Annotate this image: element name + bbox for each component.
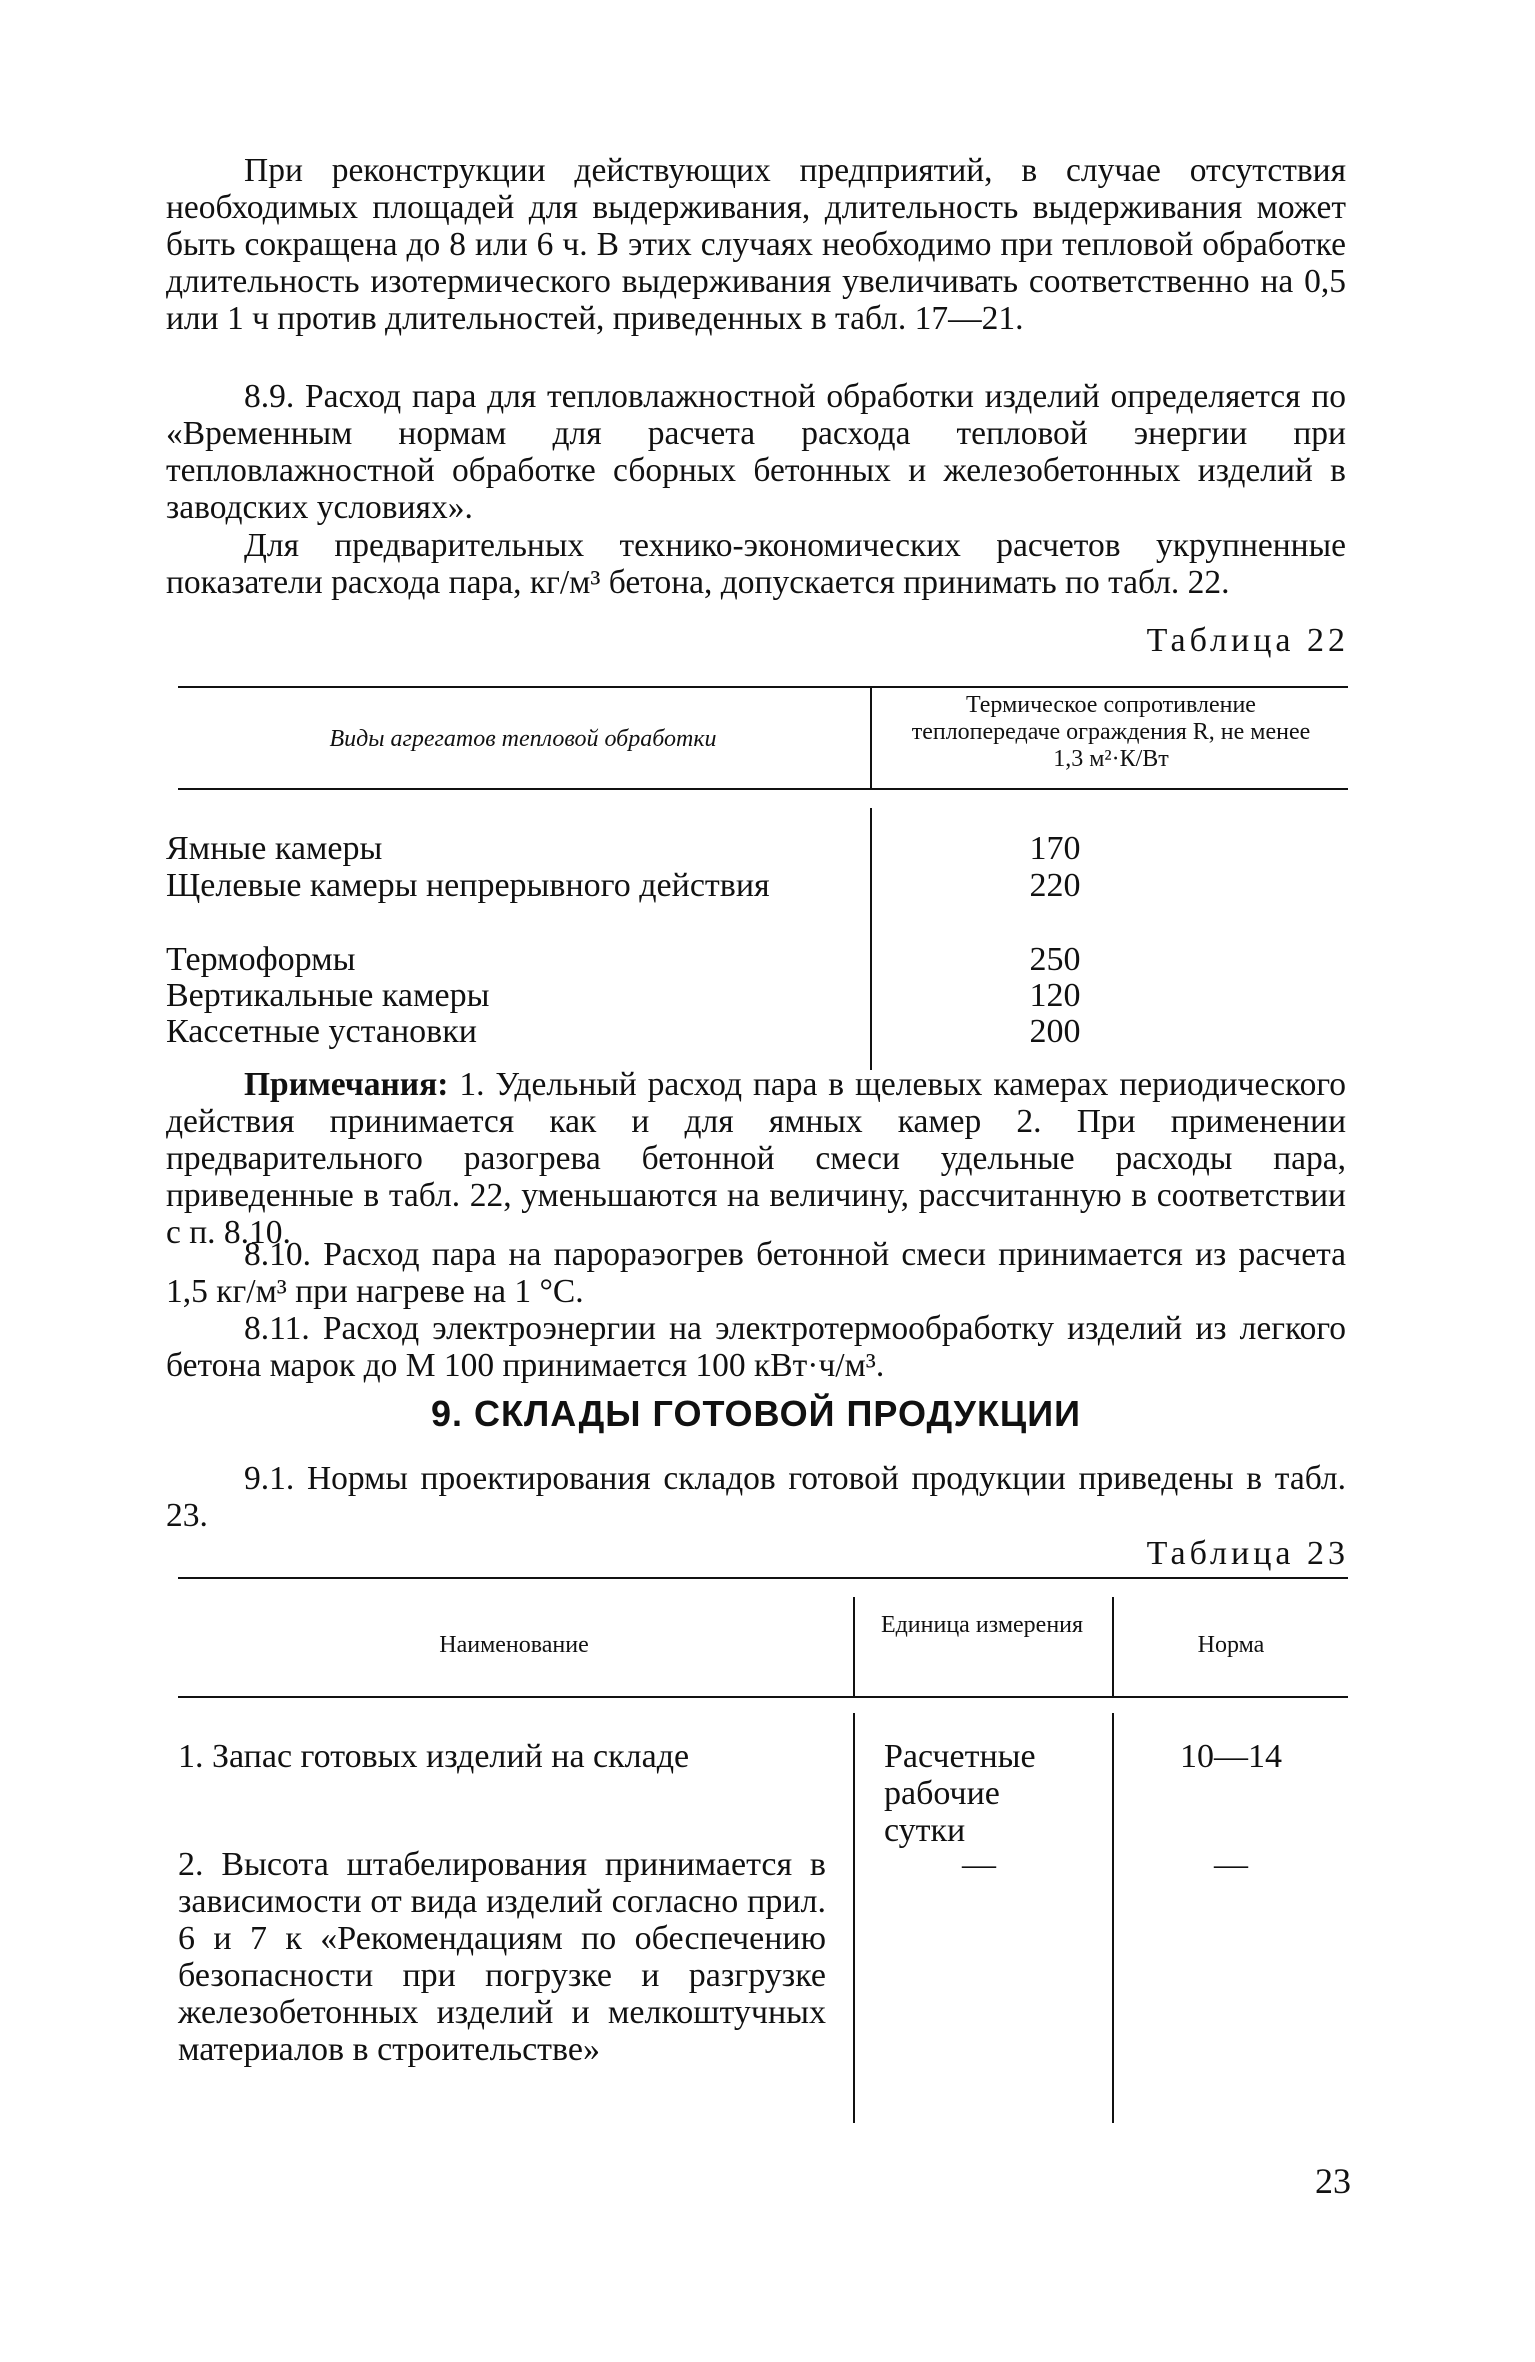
table-22-row-name: Вертикальные камеры bbox=[166, 977, 490, 1014]
table-23-header-norm: Норма bbox=[1197, 1632, 1265, 1658]
table-23-row-name: 2. Высота штабелирования принимается в зависимости от вида изделий согласно прил. 6 и 7 к «Рекомендациям по обеспечению безопасности при погрузке и разгрузке железобетонных изделий и мелкоштучных материалов в строительстве» bbox=[178, 1846, 826, 2068]
notes-label: Примечания: bbox=[244, 1066, 449, 1103]
paragraph-9-1: 9.1. Нормы проектирования складов готовой продукции приведены в табл. 23. bbox=[166, 1460, 1346, 1534]
table-22-row-value: 250 bbox=[1029, 941, 1081, 978]
table-22-row-name: Термоформы bbox=[166, 941, 356, 978]
page-number: 23 bbox=[1315, 2161, 1351, 2201]
table-23-row-norm: — bbox=[1214, 1846, 1248, 1883]
table-22-header-equipment: Виды агрегатов тепловой обработки bbox=[329, 726, 717, 752]
table-23-header-divider-2 bbox=[1112, 1597, 1114, 1698]
table-22-top-rule bbox=[178, 686, 1348, 688]
table-23-header-name: Наименование bbox=[439, 1632, 589, 1658]
table-23-caption: Таблица 23 bbox=[1146, 1535, 1349, 1572]
table-22-body-divider bbox=[870, 808, 872, 1070]
section-9-heading: 9. СКЛАДЫ ГОТОВОЙ ПРОДУКЦИИ bbox=[431, 1393, 1081, 1434]
table-23-header-rule bbox=[178, 1696, 1348, 1698]
table-23-row-norm: 10—14 bbox=[1180, 1738, 1282, 1775]
table-22-header-rule bbox=[178, 788, 1348, 790]
table-23-body-divider-1 bbox=[853, 1713, 855, 2123]
table-22-row-value: 200 bbox=[1029, 1013, 1081, 1050]
paragraph-preliminary-calculations: Для предварительных технико-экономических расчетов укрупненные показатели расхода пара, кг/м³ бетона, допускается принимать по табл. 22. bbox=[166, 527, 1346, 601]
paragraph-8-9: 8.9. Расход пара для тепловлажностной обработки изделий определяется по «Временным нормам для расчета расхода тепловой энергии при тепловлажностной обработке сборных бетонных и железобетонных изделий в заводских условиях». bbox=[166, 378, 1346, 526]
table-23-header-unit: Единица измерения bbox=[880, 1612, 1084, 1638]
notes-text: 1. Удельный расход пара в щелевых камерах периодического действия принимается как и для ямных камер 2. При применении предварительного разогрева бетонной смеси удельные расходы пара, приведенные в табл. 22, уменьшаются на величину, рассчитанную в соответствии с п. 8.10. bbox=[166, 1066, 1346, 1251]
table-22-row-value: 120 bbox=[1029, 977, 1081, 1014]
table-22-row-name: Щелевые камеры непрерывного действия bbox=[166, 867, 770, 904]
table-22-row-value: 220 bbox=[1029, 867, 1081, 904]
table-23-row-unit: Расчетные рабочие сутки bbox=[884, 1738, 1036, 1849]
table-22-header-resistance: Термическое сопротивление теплопередаче ограждения R, не менее 1,3 м²·К/Вт bbox=[911, 692, 1311, 772]
paragraph-reconstruction: При реконструкции действующих предприятий, в случае отсутствия необходимых площадей для выдерживания, длительность выдерживания может быть сокращена до 8 или 6 ч. В этих случаях необходимо при тепловой обработке длительность изотермического выдерживания увеличивать соответственно на 0,5 или 1 ч против длительностей, приведенных в табл. 17—21. bbox=[166, 152, 1346, 337]
table-22-row-name: Кассетные установки bbox=[166, 1013, 477, 1050]
table-22-header-divider bbox=[870, 686, 872, 790]
table-22-caption: Таблица 22 bbox=[1146, 622, 1349, 659]
table-22-notes bbox=[166, 1066, 1346, 1251]
table-23-header-divider-1 bbox=[853, 1597, 855, 1698]
paragraph-8-11: 8.11. Расход электроэнергии на электротермообработку изделий из легкого бетона марок до М 100 принимается 100 кВт·ч/м³. bbox=[166, 1310, 1346, 1384]
paragraph-8-10: 8.10. Расход пара на парораэогрев бетонной смеси принимается из расчета 1,5 кг/м³ при нагреве на 1 °С. bbox=[166, 1236, 1346, 1310]
table-22-row-name: Ямные камеры bbox=[166, 830, 383, 867]
table-23-row-name: 1. Запас готовых изделий на складе bbox=[178, 1738, 690, 1775]
table-23-row-unit: — bbox=[962, 1846, 996, 1883]
table-23-top-rule bbox=[178, 1577, 1348, 1579]
table-23-body-divider-2 bbox=[1112, 1713, 1114, 2123]
table-22-row-value: 170 bbox=[1029, 830, 1081, 867]
